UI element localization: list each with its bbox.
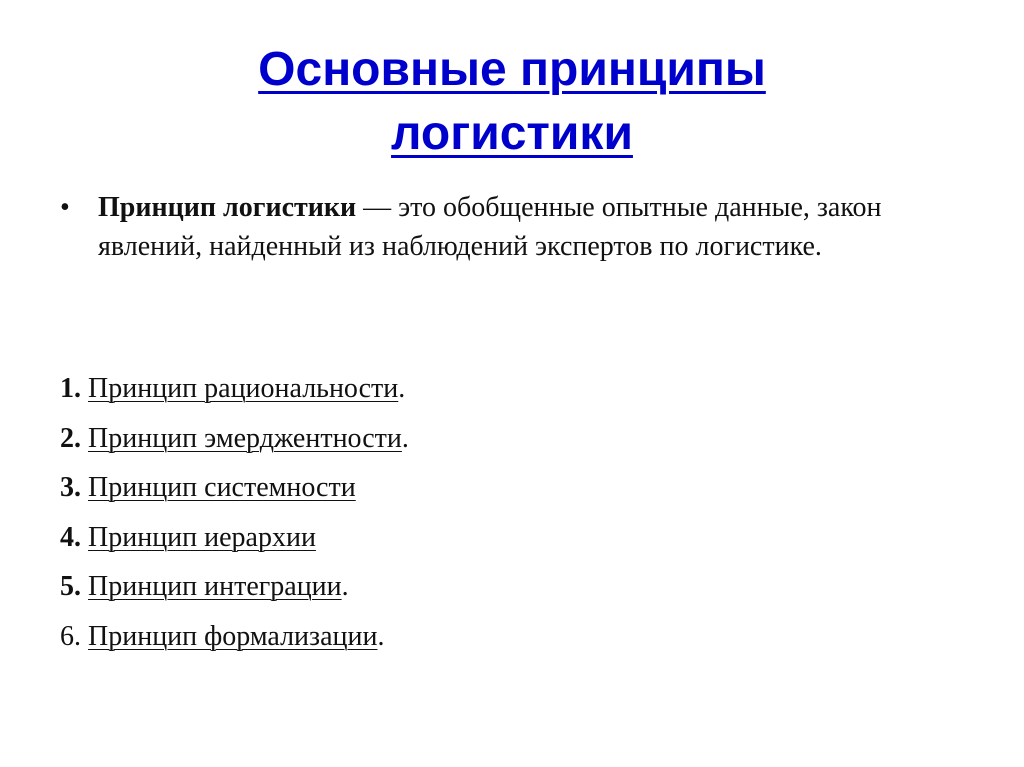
principle-link-integration[interactable]: Принцип интеграции [88, 571, 342, 602]
principle-item-3 [60, 463, 409, 513]
principle-suffix: . [377, 620, 385, 652]
definition-term: Принцип логистики [98, 192, 357, 223]
principle-number: 4. [60, 521, 81, 553]
principle-item-6 [60, 612, 409, 662]
principle-item-2 [60, 414, 409, 464]
definition-paragraph [60, 188, 960, 266]
principle-number: 6. [60, 620, 81, 652]
title-line-1: Основные принципы [258, 43, 766, 96]
principles-list [60, 364, 409, 661]
principle-number: 5. [60, 571, 81, 602]
principle-number: 1. [60, 373, 81, 404]
principle-link-formalization[interactable]: Принцип формализации [88, 620, 378, 652]
principle-suffix: . [401, 422, 409, 454]
slide-title [0, 38, 1024, 166]
principle-link-rationality[interactable]: Принцип рациональности [88, 373, 399, 404]
principle-item-4 [60, 513, 409, 563]
definition-dash: — [356, 192, 399, 223]
principle-item-5 [60, 562, 409, 612]
principle-link-emergence[interactable]: Принцип эмерджентности [88, 422, 402, 454]
principle-suffix: . [398, 373, 406, 404]
principle-number: 3. [60, 472, 81, 503]
bullet-dot-icon: • [60, 192, 70, 223]
principle-item-1 [60, 364, 409, 414]
principle-link-hierarchy[interactable]: Принцип иерархии [88, 521, 316, 553]
principle-link-systemic[interactable]: Принцип системности [88, 472, 356, 503]
definition-body: это обобщенные опытные данные, закон явлений, найденный из наблюдений экспертов по логистике. [98, 192, 882, 262]
definition-text-block [98, 188, 960, 266]
title-line-2: логистики [391, 107, 633, 160]
principle-suffix: . [341, 571, 349, 602]
principle-number: 2. [60, 422, 81, 454]
